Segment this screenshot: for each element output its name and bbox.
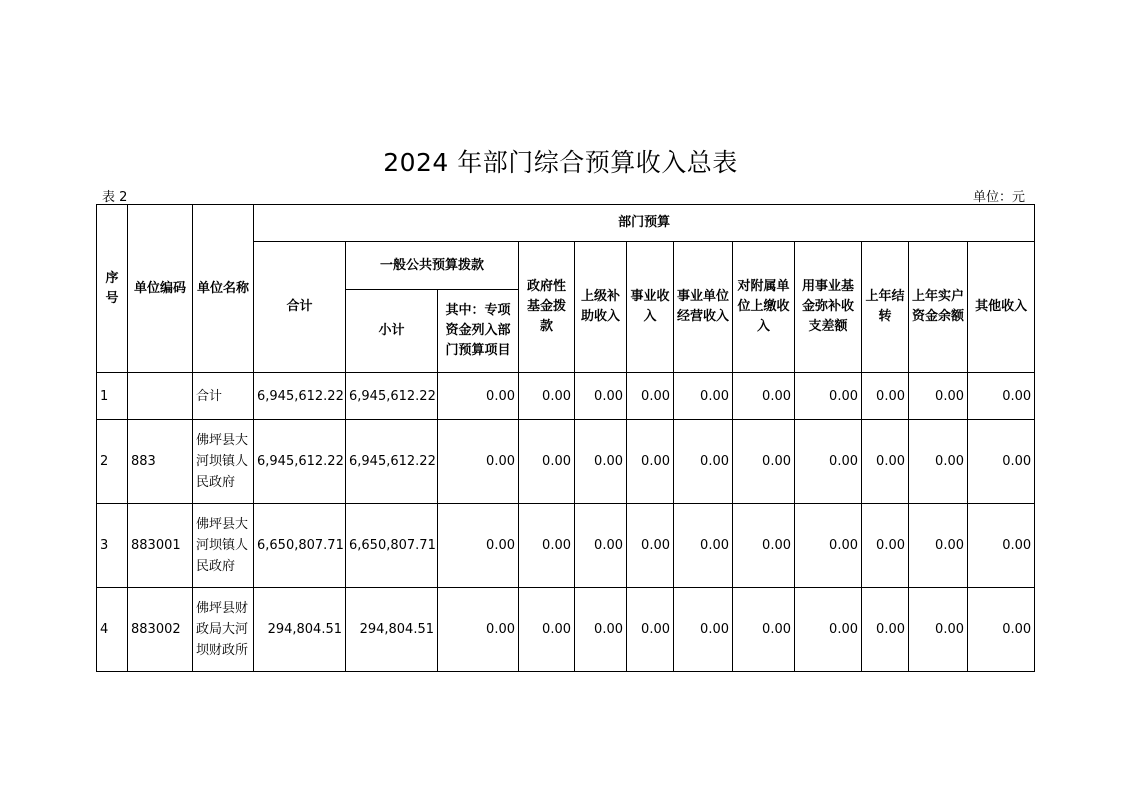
cell-special: 0.00 [438,420,519,504]
table-row [97,420,1035,504]
header-balance: 上年实户资金余额 [909,242,968,373]
cell-total: 6,945,612.22 [254,373,346,420]
cell-carryover: 0.00 [862,373,909,420]
header-superior-subsidy: 上级补助收入 [575,242,627,373]
cell-seq: 4 [97,588,128,672]
header-other: 其他收入 [968,242,1035,373]
header-career-income: 事业收入 [627,242,674,373]
header-total: 合计 [254,242,346,373]
cell-carryover: 0.00 [862,504,909,588]
cell-balance: 0.00 [909,373,968,420]
cell-career: 0.00 [627,588,674,672]
header-gov-fund: 政府性基金拨款 [519,242,575,373]
cell-career: 0.00 [627,420,674,504]
cell-superior: 0.00 [575,588,627,672]
cell-affiliated: 0.00 [733,373,795,420]
cell-seq: 3 [97,504,128,588]
cell-code [128,373,193,420]
cell-gov-fund: 0.00 [519,588,575,672]
cell-other: 0.00 [968,504,1035,588]
cell-career-fund: 0.00 [795,588,862,672]
cell-total: 294,804.51 [254,588,346,672]
cell-total: 6,650,807.71 [254,504,346,588]
header-general-public: 一般公共预算拨款 [346,242,519,290]
cell-gov-fund: 0.00 [519,504,575,588]
table-row [97,504,1035,588]
cell-affiliated: 0.00 [733,588,795,672]
cell-special: 0.00 [438,588,519,672]
table-row [97,373,1035,420]
cell-carryover: 0.00 [862,588,909,672]
cell-code: 883 [128,420,193,504]
cell-career-fund: 0.00 [795,504,862,588]
cell-subtotal: 294,804.51 [346,588,438,672]
cell-gov-fund: 0.00 [519,420,575,504]
cell-code: 883001 [128,504,193,588]
header-career-fund: 用事业基金弥补收支差额 [795,242,862,373]
header-seq: 序号 [97,205,128,373]
cell-superior: 0.00 [575,420,627,504]
cell-career: 0.00 [627,373,674,420]
cell-carryover: 0.00 [862,420,909,504]
table-row [97,588,1035,672]
cell-total: 6,945,612.22 [254,420,346,504]
cell-special: 0.00 [438,504,519,588]
cell-subtotal: 6,945,612.22 [346,420,438,504]
page-title: 2024 年部门综合预算收入总表 [383,148,738,177]
cell-seq: 2 [97,420,128,504]
header-business-income: 事业单位经营收入 [674,242,733,373]
cell-gov-fund: 0.00 [519,373,575,420]
header-special-funds: 其中：专项资金列入部门预算项目 [438,290,519,373]
table-number: 表 2 [102,190,128,205]
cell-name: 佛坪县大河坝镇人民政府 [193,420,254,504]
cell-subtotal: 6,945,612.22 [346,373,438,420]
cell-other: 0.00 [968,373,1035,420]
cell-name: 佛坪县大河坝镇人民政府 [193,504,254,588]
cell-business: 0.00 [674,420,733,504]
cell-name: 合计 [193,373,254,420]
header-carryover: 上年结转 [862,242,909,373]
cell-superior: 0.00 [575,504,627,588]
cell-business: 0.00 [674,588,733,672]
cell-seq: 1 [97,373,128,420]
cell-subtotal: 6,650,807.71 [346,504,438,588]
header-unit-code: 单位编码 [128,205,193,373]
cell-business: 0.00 [674,373,733,420]
cell-code: 883002 [128,588,193,672]
cell-career-fund: 0.00 [795,420,862,504]
cell-business: 0.00 [674,504,733,588]
header-unit-name: 单位名称 [193,205,254,373]
header-subtotal: 小计 [346,290,438,373]
cell-superior: 0.00 [575,373,627,420]
header-affiliated: 对附属单位上缴收入 [733,242,795,373]
cell-career-fund: 0.00 [795,373,862,420]
cell-career: 0.00 [627,504,674,588]
cell-other: 0.00 [968,588,1035,672]
cell-name: 佛坪县财政局大河坝财政所 [193,588,254,672]
cell-special: 0.00 [438,373,519,420]
budget-table [96,204,1035,672]
cell-affiliated: 0.00 [733,420,795,504]
cell-balance: 0.00 [909,504,968,588]
cell-other: 0.00 [968,420,1035,504]
header-dept-budget: 部门预算 [254,205,1035,242]
unit-label: 单位：元 [972,190,1025,205]
cell-affiliated: 0.00 [733,504,795,588]
cell-balance: 0.00 [909,420,968,504]
cell-balance: 0.00 [909,588,968,672]
